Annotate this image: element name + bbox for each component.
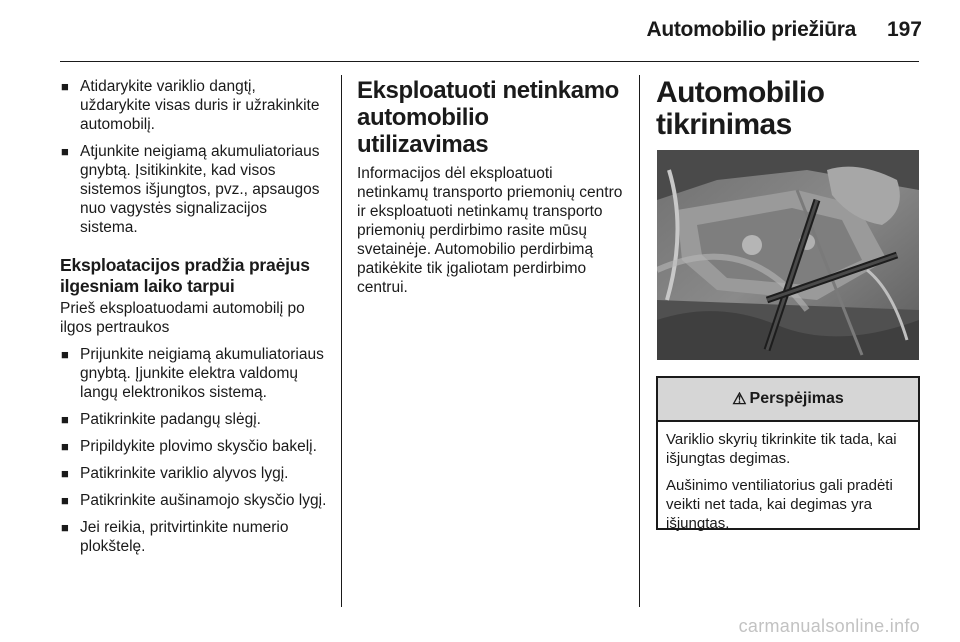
- bullet-icon: ■: [61, 439, 69, 454]
- warning-box: [656, 376, 920, 530]
- warning-title: Perspėjimas: [749, 390, 844, 407]
- engine-bay-photo: [657, 150, 919, 360]
- bullet-icon: ■: [61, 347, 69, 362]
- bullet-icon: ■: [61, 144, 69, 159]
- column-divider-2: [639, 75, 640, 607]
- header-rule: [60, 61, 919, 62]
- list-item: ■ Patikrinkite padangų slėgį.: [61, 411, 261, 428]
- subheading: Eksploatacijos pradžia praėjus ilgesniam laiko tarpui: [60, 255, 310, 296]
- bullet-icon: ■: [61, 466, 69, 481]
- list-item: ■ Patikrinkite variklio alyvos lygį.: [61, 465, 289, 482]
- page-header-title: Automobilio priežiūra: [646, 18, 856, 41]
- column-divider-1: [341, 75, 342, 607]
- list-item: ■ Atjunkite neigiamą akumuliatoriaus gnybtą. Įsitikinkite, kad visos sistemos išjungtos, pvz., apsaugos nuo vagystės signalizacijos sistema.: [61, 143, 320, 236]
- list-item: ■ Jei reikia, pritvirtinkite numerio plokštelę.: [61, 519, 289, 555]
- bullet-icon: ■: [61, 493, 69, 508]
- bullet-icon: ■: [61, 520, 69, 535]
- chapter-heading: Automobilio tikrinimas: [656, 76, 825, 141]
- page-number: 197: [886, 18, 922, 41]
- list-item: ■ Atidarykite variklio dangtį, uždarykite visas duris ir užrakinkite automobilį.: [61, 78, 320, 133]
- warning-paragraph: Variklio skyrių tikrinkite tik tada, kai išjungtas degimas.: [666, 431, 897, 467]
- watermark: carmanualsonline.info: [738, 616, 920, 636]
- left-column: [60, 77, 328, 564]
- intro-text: Prieš eksploatuodami automobilį po ilgos pertraukos: [60, 300, 305, 336]
- bullet-list-top: [60, 77, 328, 237]
- warning-triangle-icon: ⚠: [732, 391, 747, 408]
- section-body: Informacijos dėl eksploatuoti netinkamų transporto priemonių centro ir eksploatuoti netinkamų transporto priemonių perdirbimo rasite mūsų svetainėje. Automobilio perdirbimą patikėkite tik įgaliotam perdirbimo centrui.: [357, 165, 623, 296]
- bullet-icon: ■: [61, 412, 69, 427]
- warning-header: [658, 378, 918, 422]
- warning-paragraph: Aušinimo ventiliatorius gali pradėti veikti net tada, kai degimas yra išjungtas.: [666, 477, 893, 532]
- warning-body: [658, 422, 918, 533]
- list-item: ■ Prijunkite neigiamą akumuliatoriaus gnybtą. Įjunkite elektra valdomų langų elektronikos sistemą.: [61, 346, 324, 401]
- list-item: ■ Patikrinkite aušinamojo skysčio lygį.: [61, 492, 327, 509]
- list-item: ■ Pripildykite plovimo skysčio bakelį.: [61, 438, 317, 455]
- bullet-icon: ■: [61, 79, 69, 94]
- section-heading: Eksploatuoti netinkamo automobilio utilizavimas: [357, 77, 619, 158]
- bullet-list-bottom: [60, 345, 328, 556]
- middle-column: [357, 77, 625, 297]
